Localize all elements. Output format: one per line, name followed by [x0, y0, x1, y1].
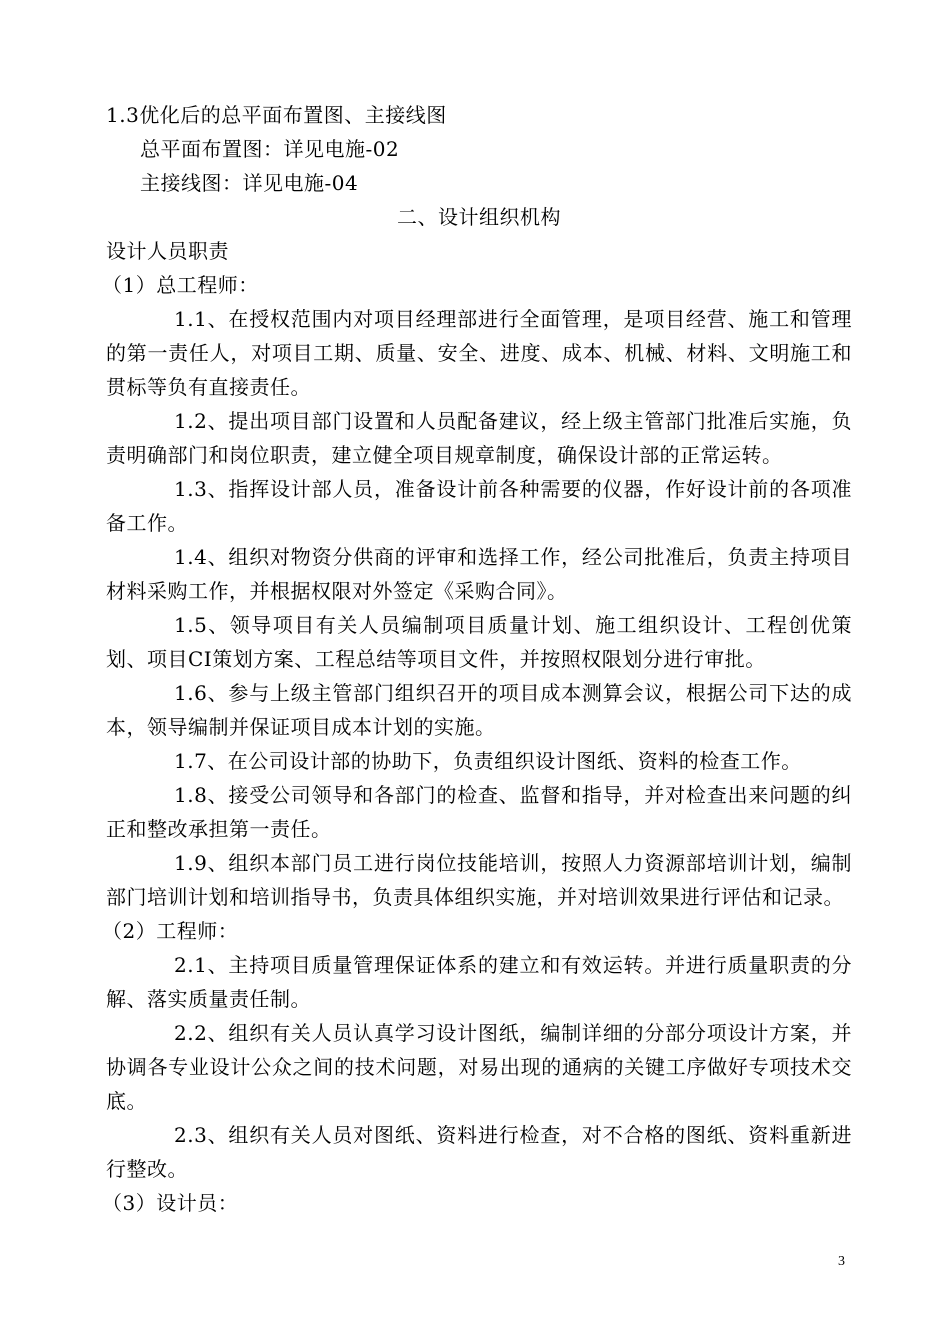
- duty-paragraph: 1.7、在公司设计部的协助下，负责组织设计图纸、资料的检查工作。: [174, 749, 802, 773]
- duty-paragraph: 1.4、组织对物资分供商的评审和选择工作，经公司批准后，负责主持项目材料采购工作，并根据权限对外签定《采购合同》。: [106, 545, 852, 603]
- layout-plan-reference: 总平面布置图：详见电施-02: [140, 137, 400, 161]
- page-number: 3: [838, 1254, 845, 1269]
- role-heading-chief-engineer: （1）总工程师：: [102, 273, 259, 297]
- duty-paragraph: 2.1、主持项目质量管理保证体系的建立和有效运转。并进行质量职责的分解、落实质量责任制。: [106, 953, 852, 1011]
- duty-paragraph: 2.3、组织有关人员对图纸、资料进行检查，对不合格的图纸、资料重新进行整改。: [106, 1123, 852, 1181]
- section-heading-1-3: 1.3优化后的总平面布置图、主接线图: [106, 103, 447, 127]
- duty-paragraph: 1.9、组织本部门员工进行岗位技能培训，按照人力资源部培训计划，编制部门培训计划和培训指导书，负责具体组织实施，并对培训效果进行评估和记录。: [106, 851, 852, 909]
- role-heading-engineer: （2）工程师：: [102, 919, 239, 943]
- role-heading-designer: （3）设计员：: [102, 1191, 239, 1215]
- duty-paragraph: 1.8、接受公司领导和各部门的检查、监督和指导，并对检查出来问题的纠正和整改承担第一责任。: [106, 783, 852, 841]
- duty-paragraph: 1.1、在授权范围内对项目经理部进行全面管理，是项目经营、施工和管理的第一责任人，对项目工期、质量、安全、进度、成本、机械、材料、文明施工和贯标等负有直接责任。: [106, 307, 852, 399]
- duty-paragraph: 2.2、组织有关人员认真学习设计图纸，编制详细的分部分项设计方案，并协调各专业设计公众之间的技术问题，对易出现的通病的关键工序做好专项技术交底。: [106, 1021, 852, 1113]
- duty-paragraph: 1.3、指挥设计部人员，准备设计前各种需要的仪器，作好设计前的各项准备工作。: [106, 477, 852, 535]
- document-body: [102, 98, 852, 1220]
- duty-paragraph: 1.5、领导项目有关人员编制项目质量计划、施工组织设计、工程创优策划、项目CI策划方案、工程总结等项目文件，并按照权限划分进行审批。: [106, 613, 852, 671]
- subsection-title: 设计人员职责: [106, 239, 229, 263]
- main-wiring-reference: 主接线图：详见电施-04: [140, 171, 359, 195]
- section-title: 二、设计组织机构: [397, 205, 561, 229]
- duty-paragraph: 1.6、参与上级主管部门组织召开的项目成本测算会议，根据公司下达的成本，领导编制并保证项目成本计划的实施。: [106, 681, 852, 739]
- duty-paragraph: 1.2、提出项目部门设置和人员配备建议，经上级主管部门批准后实施，负责明确部门和岗位职责，建立健全项目规章制度，确保设计部的正常运转。: [106, 409, 852, 467]
